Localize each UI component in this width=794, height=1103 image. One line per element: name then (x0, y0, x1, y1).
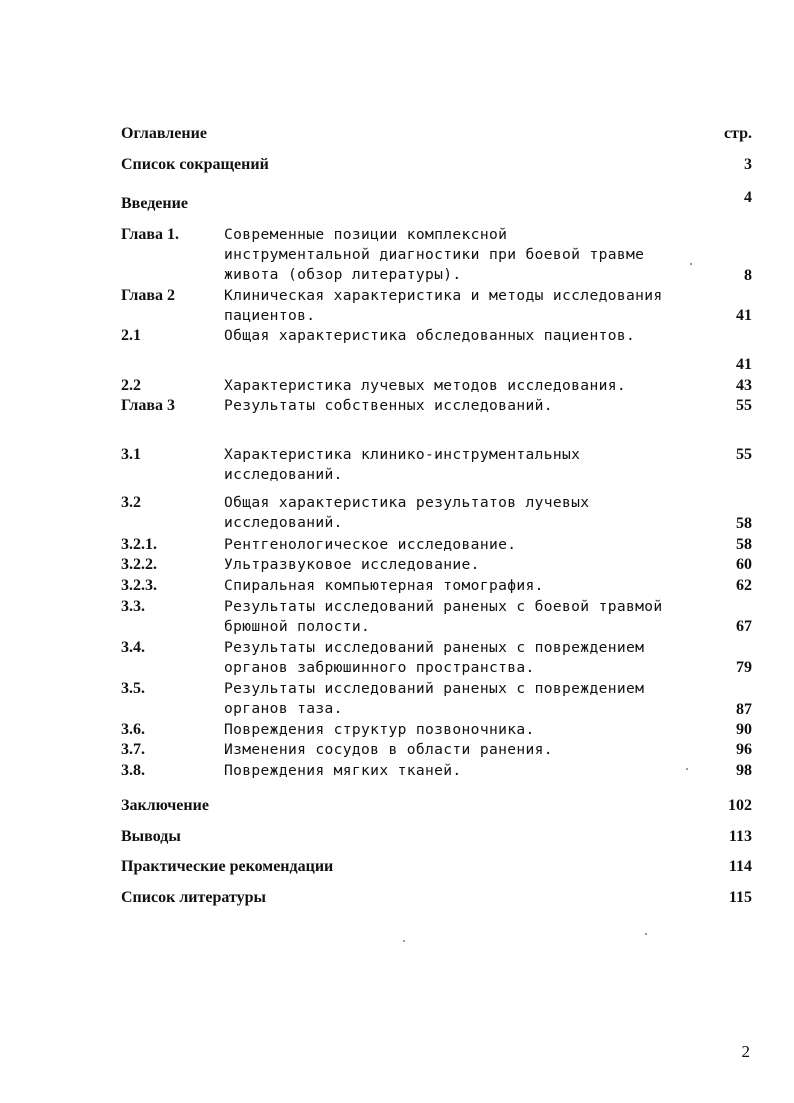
toc-line: Результаты исследований раненых с повреждением (224, 680, 645, 697)
toc-label: 3.2.2. (121, 556, 157, 573)
toc-page-conclusion: 102 (728, 797, 752, 814)
toc-line: Общая характеристика обследованных пациентов. (224, 327, 636, 344)
toc-line: Клиническая характеристика и методы исследования (224, 287, 663, 304)
toc-label: 3.2.3. (121, 577, 157, 594)
toc-title: Оглавление (121, 125, 207, 142)
toc-page-abbreviations: 3 (744, 156, 752, 173)
toc-page: 58 (736, 515, 752, 532)
toc-line: исследований. (224, 466, 343, 483)
toc-label: 3.8. (121, 762, 145, 779)
toc-line: пациентов. (224, 307, 316, 324)
toc-entry-references: Список литературы (121, 889, 266, 906)
toc-line: органов таза. (224, 700, 343, 717)
scan-speck (686, 768, 688, 770)
toc-line: Изменения сосудов в области ранения. (224, 741, 553, 758)
toc-label: Глава 2 (121, 287, 175, 304)
toc-line: Характеристика лучевых методов исследования. (224, 377, 626, 394)
toc-label: 3.2.1. (121, 536, 157, 553)
toc-line: Общая характеристика результатов лучевых (224, 494, 590, 511)
toc-entry-recommendations: Практические рекомендации (121, 858, 334, 875)
toc-page: 41 (736, 307, 752, 324)
toc-label: 2.2 (121, 377, 141, 394)
toc-page: 8 (744, 267, 752, 284)
toc-line: Спиральная компьютерная томография. (224, 577, 544, 594)
toc-line: органов забрюшинного пространства. (224, 659, 535, 676)
toc-page-findings: 113 (728, 828, 752, 845)
scan-speck (690, 263, 692, 265)
scan-speck (645, 933, 647, 935)
toc-label: 3.6. (121, 721, 145, 738)
toc-page: 96 (736, 741, 752, 758)
toc-page: 60 (736, 556, 752, 573)
toc-page: 55 (736, 397, 752, 414)
toc-page-introduction: 4 (744, 189, 752, 206)
toc-page: 87 (736, 701, 752, 718)
page-number: 2 (741, 1042, 750, 1061)
toc-line: Результаты собственных исследований. (224, 397, 553, 414)
toc-line: живота (обзор литературы). (224, 266, 462, 283)
toc-label: Глава 1. (121, 226, 179, 243)
toc-line: Повреждения мягких тканей. (224, 762, 462, 779)
toc-line: Повреждения структур позвоночника. (224, 721, 535, 738)
toc-entry-conclusion: Заключение (121, 797, 209, 814)
toc-page: 79 (736, 659, 752, 676)
toc-line: Современные позиции комплексной (224, 226, 508, 243)
toc-page: 62 (736, 577, 752, 594)
toc-label: 3.2 (121, 494, 141, 511)
toc-line: Результаты исследований раненых с повреждением (224, 639, 645, 656)
toc-page: 58 (736, 536, 752, 553)
toc-line: инструментальной диагностики при боевой травме (224, 246, 645, 263)
toc-line: Результаты исследований раненых с боевой травмой (224, 598, 663, 615)
toc-entry-introduction: Введение (121, 195, 188, 212)
toc-page: 98 (736, 762, 752, 779)
toc-page-recommendations: 114 (728, 858, 752, 875)
toc-entry-findings: Выводы (121, 828, 181, 845)
toc-page: 67 (736, 618, 752, 635)
toc-line: Рентгенологическое исследование. (224, 536, 517, 553)
toc-label: 3.5. (121, 680, 145, 697)
toc-label: Глава 3 (121, 397, 175, 414)
page-column-header: стр. (723, 125, 752, 142)
toc-page: 55 (736, 446, 752, 463)
toc-label: 3.4. (121, 639, 145, 656)
toc-label: 3.1 (121, 446, 141, 463)
toc-line: Характеристика клинико-инструментальных (224, 446, 581, 463)
toc-entry-abbreviations: Список сокращений (121, 156, 269, 173)
scan-speck (403, 940, 405, 942)
toc-label: 3.7. (121, 741, 145, 758)
toc-line: исследований. (224, 514, 343, 531)
toc-line: брюшной полости. (224, 618, 371, 635)
toc-page-references: 115 (728, 889, 752, 906)
toc-page: 90 (736, 721, 752, 738)
toc-page: 43 (736, 377, 752, 394)
toc-line: Ультразвуковое исследование. (224, 556, 480, 573)
toc-label: 2.1 (121, 327, 141, 344)
toc-label: 3.3. (121, 598, 145, 615)
toc-page: 41 (736, 356, 752, 373)
